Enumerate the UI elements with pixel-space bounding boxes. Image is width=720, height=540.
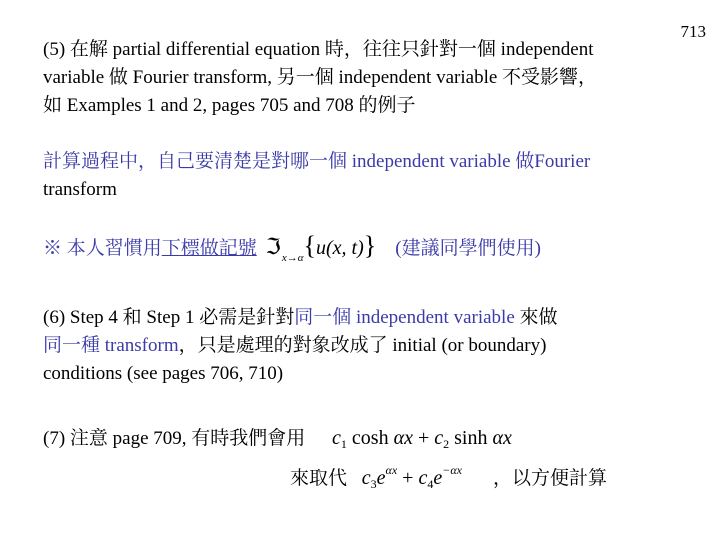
item-5-line-3: 如 Examples 1 and 2, pages 705 and 708 的例子 [43,95,416,116]
item-6 [43,304,558,388]
item-7 [43,424,512,458]
fourier-symbol: ℑ [265,234,281,259]
hyperbolic-formula: $c_1$ $\cosh \alpha x + c_2$ sinh αx [332,427,512,451]
item-5 [43,36,597,120]
page-number: 713 [680,22,706,41]
formula-args: (x, t) [326,237,364,259]
calc-note-line-2: transform [43,179,117,200]
formula-function: u [316,237,327,259]
item-7-replace-label: 來取代 [290,468,348,489]
item-7-line-1: (7) 注意 page 709, 有時我們會用 [43,428,306,449]
exponential-formula: $c_3e^{\alpha x} + c_4e^{-\alpha x}$ [361,463,462,491]
item-7-line-2 [290,456,607,498]
item-6-line-3: conditions (see pages 706, 710) [43,363,284,384]
item-6-line-2: 同一種 transform，只是處理的對象改成了 initial (or boundary) [43,335,547,356]
calc-note [43,148,590,204]
notation-underlined: 下標做記號 [161,238,257,259]
notation-suggestion: (建議同學們使用) [395,238,541,259]
notation-note [43,232,541,272]
item-5-line-2: variable 做 Fourier transform, 另一個 independent variable 不受影響， [43,67,598,88]
calc-note-line-1: 計算過程中，自己要清楚是對哪一個 independent variable 做Fourier [43,151,591,172]
item-5-line-1: (5) 在解 partial differential equation 時，往往只針對一個 independent [43,39,594,60]
notation-prefix: ※ 本人習慣用 [43,238,162,259]
fourier-notation-formula: ℑ$_{x\to\alpha}${u(x, t)} [265,231,377,264]
item-6-line-1: (6) Step 4 和 Step 1 必需是針對同一個 independent variable 來做 [43,307,558,328]
item-7-suffix: ，以方便計算 [492,468,607,489]
fourier-subscript: x→α [281,252,304,264]
